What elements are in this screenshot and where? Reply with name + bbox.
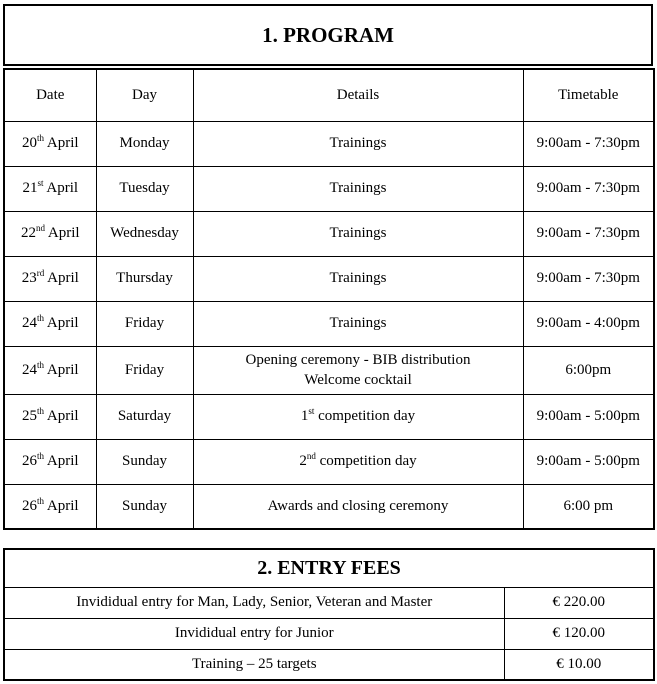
day-cell: Wednesday — [96, 211, 193, 256]
timetable-cell: 6:00pm — [523, 346, 654, 394]
details-cell: Awards and closing ceremony — [193, 484, 523, 529]
column-header-date: Date — [4, 69, 96, 121]
column-header-day: Day — [96, 69, 193, 121]
timetable-cell: 9:00am - 7:30pm — [523, 211, 654, 256]
timetable-cell: 9:00am - 5:00pm — [523, 439, 654, 484]
entry-fees-section — [3, 548, 653, 681]
program-header-row — [4, 69, 654, 121]
date-cell: 26th April — [4, 484, 96, 529]
table-row — [4, 211, 654, 256]
fee-row — [4, 649, 654, 680]
table-row — [4, 439, 654, 484]
timetable-cell: 9:00am - 4:00pm — [523, 301, 654, 346]
date-cell: 23rd April — [4, 256, 96, 301]
timetable-cell: 9:00am - 5:00pm — [523, 394, 654, 439]
fee-amount-cell: € 220.00 — [504, 587, 654, 618]
details-cell: Trainings — [193, 121, 523, 166]
table-row — [4, 121, 654, 166]
table-row — [4, 166, 654, 211]
details-line-1: Opening ceremony - BIB distribution — [245, 351, 471, 368]
day-cell: Thursday — [96, 256, 193, 301]
details-cell: Trainings — [193, 256, 523, 301]
fee-label-cell: Invididual entry for Man, Lady, Senior, Veteran and Master — [4, 587, 504, 618]
entry-fees-table — [3, 548, 655, 681]
details-cell: Trainings — [193, 211, 523, 256]
timetable-cell: 6:00 pm — [523, 484, 654, 529]
timetable-cell: 9:00am - 7:30pm — [523, 256, 654, 301]
day-cell: Monday — [96, 121, 193, 166]
fee-label-cell: Training – 25 targets — [4, 649, 504, 680]
date-cell: 24th April — [4, 346, 96, 394]
program-table — [3, 68, 655, 530]
day-cell: Saturday — [96, 394, 193, 439]
date-cell: 21st April — [4, 166, 96, 211]
fee-row — [4, 587, 654, 618]
fee-amount-cell: € 10.00 — [504, 649, 654, 680]
details-cell: 1st competition day — [193, 394, 523, 439]
timetable-cell: 9:00am - 7:30pm — [523, 166, 654, 211]
fee-row — [4, 618, 654, 649]
program-section — [3, 4, 653, 530]
date-cell: 20th April — [4, 121, 96, 166]
date-cell: 25th April — [4, 394, 96, 439]
day-cell: Tuesday — [96, 166, 193, 211]
column-header-timetable: Timetable — [523, 69, 654, 121]
day-cell: Sunday — [96, 439, 193, 484]
column-header-details: Details — [193, 69, 523, 121]
table-row — [4, 301, 654, 346]
fee-amount-cell: € 120.00 — [504, 618, 654, 649]
entry-fees-title-row — [4, 549, 654, 587]
table-row — [4, 346, 654, 394]
day-cell: Friday — [96, 346, 193, 394]
details-cell — [193, 346, 523, 394]
fee-label-cell: Invididual entry for Junior — [4, 618, 504, 649]
details-cell: Trainings — [193, 166, 523, 211]
program-title: 1. PROGRAM — [3, 4, 653, 66]
details-line-2: Welcome cocktail — [304, 372, 412, 388]
entry-fees-title: 2. ENTRY FEES — [4, 549, 654, 587]
date-cell: 26th April — [4, 439, 96, 484]
details-cell: Trainings — [193, 301, 523, 346]
day-cell: Friday — [96, 301, 193, 346]
date-cell: 24th April — [4, 301, 96, 346]
timetable-cell: 9:00am - 7:30pm — [523, 121, 654, 166]
day-cell: Sunday — [96, 484, 193, 529]
date-cell: 22nd April — [4, 211, 96, 256]
table-row — [4, 394, 654, 439]
details-cell: 2nd competition day — [193, 439, 523, 484]
table-row — [4, 484, 654, 529]
table-row — [4, 256, 654, 301]
